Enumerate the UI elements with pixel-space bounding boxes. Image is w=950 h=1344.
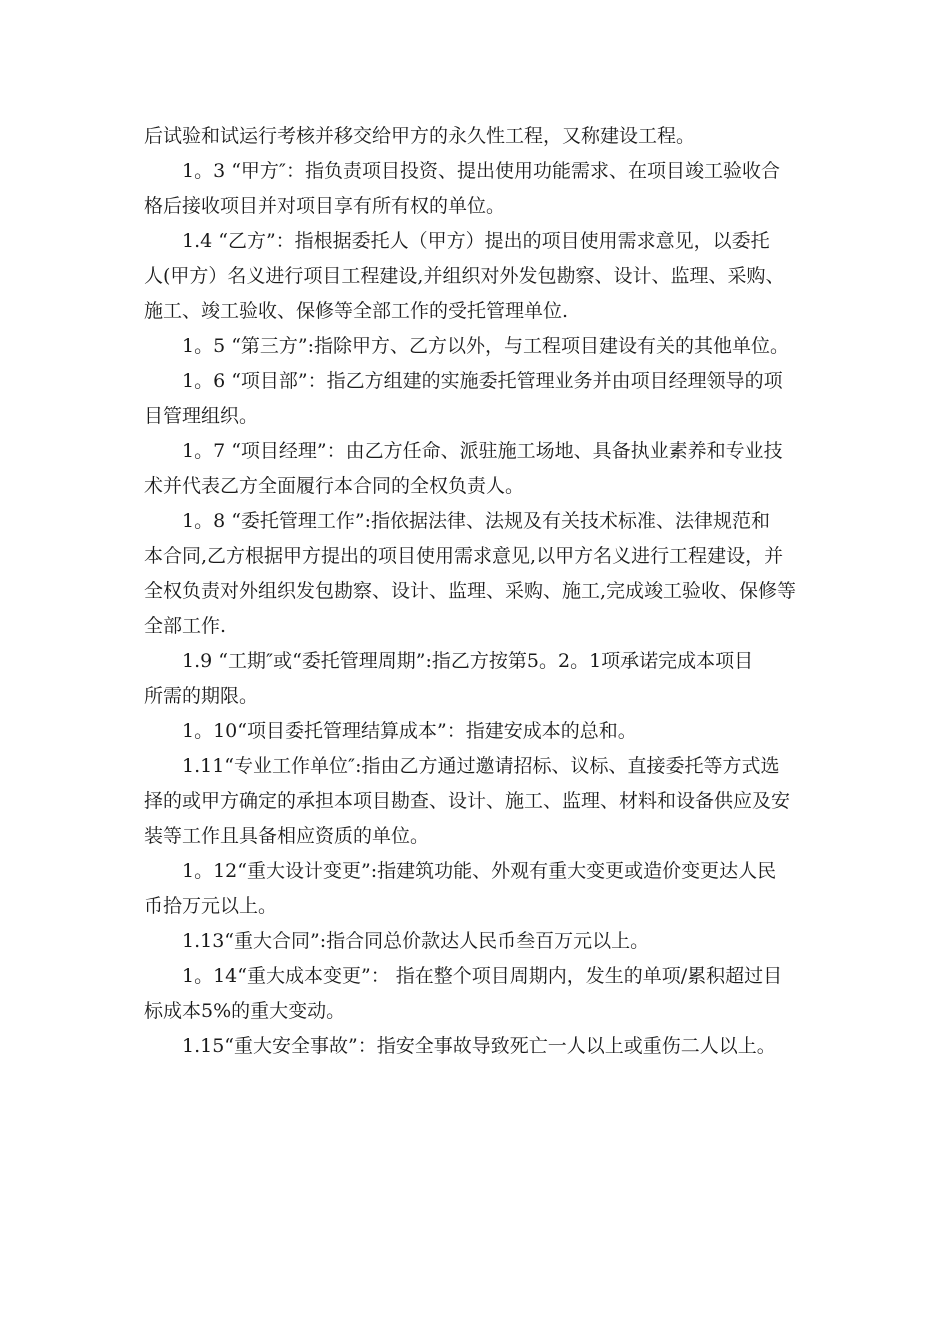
text-line: 全权负责对外组织发包勘察、设计、监理、采购、施工,完成竣工验收、保修等	[144, 580, 797, 602]
text-line: 所需的期限。	[144, 685, 259, 707]
text-line: 1。12“重大设计变更”:指建筑功能、外观有重大变更或造价变更达人民	[182, 860, 777, 882]
paragraph-1-14	[144, 959, 814, 1029]
text-line: 1.9 “工期″或“委托管理周期”:指乙方按第5。2。1项承诺完成本项目	[182, 650, 754, 672]
text-line: 1。10“项目委托管理结算成本”：指建安成本的总和。	[182, 720, 637, 742]
document-body	[144, 119, 814, 1064]
text-line: 格后接收项目并对项目享有所有权的单位。	[144, 195, 506, 217]
text-line: 1。8 “委托管理工作”:指依据法律、法规及有关技术标准、法律规范和	[182, 510, 771, 532]
paragraph-1-12	[144, 854, 814, 924]
paragraph-1-5	[144, 329, 814, 364]
text-line: 1。3 “甲方″：指负责项目投资、提出使用功能需求、在项目竣工验收合	[182, 160, 781, 182]
paragraph-1-9	[144, 644, 814, 714]
paragraph-1-10	[144, 714, 814, 749]
text-line: 择的或甲方确定的承担本项目勘查、设计、施工、监理、材料和设备供应及安	[144, 790, 791, 812]
paragraph-1-8	[144, 504, 814, 644]
paragraph-1-11	[144, 749, 814, 854]
text-line: 人(甲方）名义进行项目工程建设,并组织对外发包勘察、设计、监理、采购、	[144, 265, 785, 287]
text-line: 施工、竣工验收、保修等全部工作的受托管理单位.	[144, 300, 569, 322]
text-line: 标成本5%的重大变动。	[144, 1000, 346, 1022]
text-line: 1.4 “乙方”：指根据委托人（甲方）提出的项目使用需求意见，以委托	[182, 230, 770, 252]
text-line: 币拾万元以上。	[144, 895, 278, 917]
text-line: 目管理组织。	[144, 405, 259, 427]
text-line: 全部工作.	[144, 615, 227, 637]
text-line: 1。7 “项目经理”：由乙方任命、派驻施工场地、具备执业素养和专业技	[182, 440, 783, 462]
paragraph-1-15	[144, 1029, 814, 1064]
paragraph-1-4	[144, 224, 814, 329]
text-line: 装等工作且具备相应资质的单位。	[144, 825, 430, 847]
text-line: 1.15“重大安全事故”：指安全事故导致死亡一人以上或重伤二人以上。	[182, 1035, 776, 1057]
text-line: 1。5 “第三方”:指除甲方、乙方以外，与工程项目建设有关的其他单位。	[182, 335, 790, 357]
text-line: 后试验和试运行考核并移交给甲方的永久性工程，又称建设工程。	[144, 125, 696, 147]
text-line: 1。14“重大成本变更”： 指在整个项目周期内，发生的单项/累积超过目	[182, 965, 783, 987]
paragraph-1-6	[144, 364, 814, 434]
text-line: 1。6 “项目部”：指乙方组建的实施委托管理业务并由项目经理领导的项	[182, 370, 783, 392]
text-line: 术并代表乙方全面履行本合同的全权负责人。	[144, 475, 525, 497]
paragraph-continuation	[144, 119, 814, 154]
text-line: 本合同,乙方根据甲方提出的项目使用需求意见,以甲方名义进行工程建设，并	[144, 545, 784, 567]
text-line: 1.13“重大合同”:指合同总价款达人民币叁百万元以上。	[182, 930, 650, 952]
text-line: 1.11“专业工作单位″:指由乙方通过邀请招标、议标、直接委托等方式选	[182, 755, 780, 777]
paragraph-1-3	[144, 154, 814, 224]
paragraph-1-13	[144, 924, 814, 959]
paragraph-1-7	[144, 434, 814, 504]
